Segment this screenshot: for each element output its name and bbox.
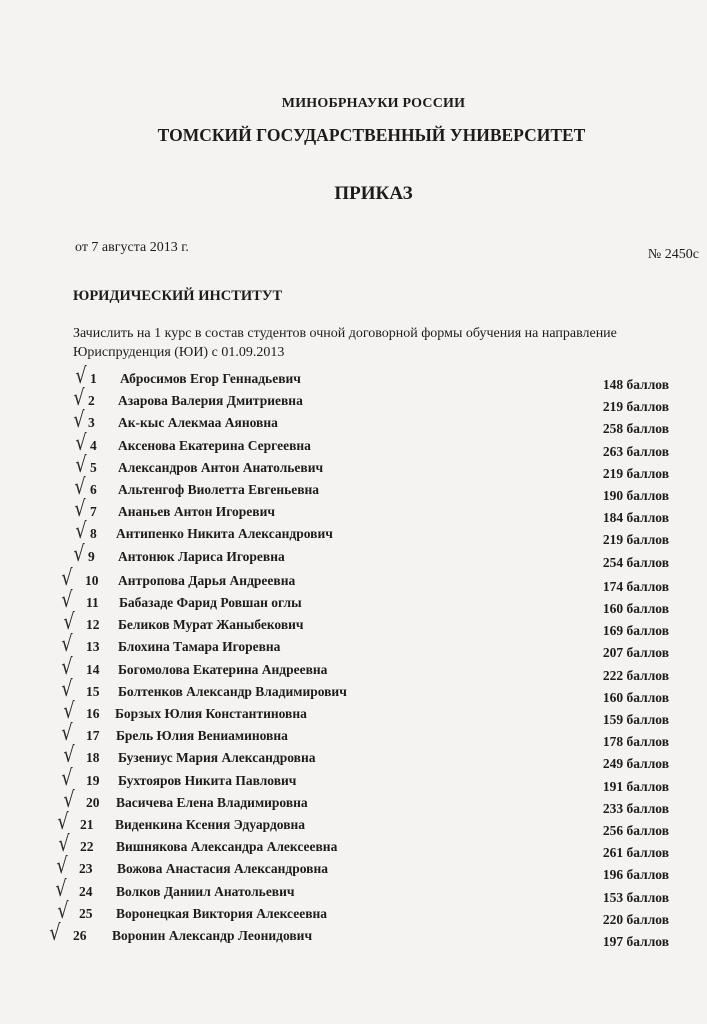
student-name: Воронецкая Виктория Алексеевна — [116, 905, 328, 921]
student-number: 24 — [79, 883, 93, 899]
student-row — [0, 699, 707, 727]
student-score: 219 баллов — [602, 399, 669, 415]
student-row — [0, 721, 707, 750]
student-row — [0, 921, 707, 949]
check-mark-icon: √ — [55, 876, 67, 902]
check-mark-icon: √ — [61, 654, 73, 680]
check-mark-icon: √ — [57, 810, 69, 835]
student-name: Борзых Юлия Константиновна — [115, 706, 307, 721]
student-number: 9 — [88, 548, 95, 564]
student-row — [0, 787, 707, 816]
student-number: 25 — [79, 905, 93, 921]
student-score: 219 баллов — [602, 532, 669, 548]
check-mark-icon: √ — [56, 854, 68, 880]
student-row — [0, 743, 707, 772]
student-number: 22 — [80, 839, 94, 855]
student-name: Ананьев Антон Игоревич — [118, 504, 275, 520]
student-score: 190 баллов — [602, 488, 669, 503]
order-number: № 2450с — [647, 247, 699, 262]
student-number: 13 — [86, 639, 100, 655]
check-mark-icon: √ — [61, 765, 73, 791]
student-row — [0, 810, 707, 838]
check-mark-icon: √ — [61, 721, 73, 747]
check-mark-icon: √ — [61, 565, 73, 591]
check-mark-icon: √ — [61, 588, 73, 613]
student-score: 196 баллов — [602, 867, 669, 883]
student-name: Альтенгоф Виолетта Евгеньевна — [118, 482, 320, 497]
student-row — [0, 386, 707, 415]
student-name: Антипенко Никита Александрович — [116, 526, 333, 542]
order-title: ПРИКАЗ — [334, 183, 413, 204]
student-row — [0, 676, 707, 705]
student-number: 7 — [90, 504, 97, 520]
student-score: 219 баллов — [602, 465, 669, 481]
student-score: 169 баллов — [602, 623, 669, 639]
institute-heading: ЮРИДИЧЕСКИЙ ИНСТИТУТ — [73, 288, 283, 304]
student-score: 191 баллов — [602, 778, 669, 794]
student-score: 220 баллов — [602, 911, 669, 927]
student-name: Бузениус Мария Александровна — [118, 750, 316, 766]
student-score: 178 баллов — [602, 734, 669, 750]
student-name: Антонюк Лариса Игоревна — [118, 548, 285, 564]
student-number: 8 — [90, 526, 97, 542]
student-row — [0, 541, 707, 570]
check-mark-icon: √ — [61, 676, 73, 702]
student-number: 6 — [90, 482, 97, 497]
student-name: Брель Юлия Вениаминовна — [116, 728, 288, 744]
check-mark-icon: √ — [73, 386, 85, 412]
student-row — [0, 475, 707, 503]
student-row — [0, 408, 707, 437]
check-mark-icon: √ — [75, 519, 87, 545]
student-name: Вишнякова Александра Алексеевна — [116, 839, 338, 855]
student-name: Блохина Тамара Игоревна — [118, 639, 281, 655]
student-row — [0, 898, 707, 927]
check-mark-icon: √ — [58, 832, 70, 858]
student-name: Вожова Анастасия Александровна — [117, 861, 328, 877]
student-name: Антропова Дарья Андреевна — [118, 572, 296, 588]
enrollment-statement — [73, 324, 683, 362]
student-score: 153 баллов — [602, 889, 669, 905]
student-number: 20 — [86, 794, 100, 810]
check-mark-icon: √ — [74, 497, 86, 523]
check-mark-icon: √ — [73, 408, 85, 434]
student-row — [0, 519, 707, 548]
check-mark-icon: √ — [75, 430, 87, 456]
student-score: 197 баллов — [602, 934, 669, 949]
student-number: 26 — [73, 928, 87, 943]
student-score: 261 баллов — [602, 845, 669, 861]
student-row — [0, 452, 707, 481]
student-name: Виденкина Ксения Эдуардовна — [115, 817, 306, 832]
student-name: Богомолова Екатерина Андреевна — [118, 661, 328, 677]
student-name: Васичева Елена Владимировна — [116, 794, 308, 810]
student-name: Болтенков Александр Владимирович — [118, 683, 347, 699]
student-number: 23 — [79, 861, 93, 877]
student-score: 258 баллов — [602, 421, 669, 437]
student-score: 249 баллов — [602, 756, 669, 772]
student-row — [0, 654, 707, 683]
university-heading: ТОМСКИЙ ГОСУДАРСТВЕННЫЙ УНИВЕРСИТЕТ — [157, 125, 586, 145]
student-name: Беликов Мурат Жаныбекович — [118, 617, 304, 633]
student-number: 11 — [86, 595, 99, 610]
student-number: 19 — [86, 772, 100, 788]
check-mark-icon: √ — [63, 787, 75, 813]
student-score: 207 баллов — [602, 645, 669, 661]
student-row — [0, 765, 707, 794]
student-number: 17 — [86, 728, 100, 744]
student-row — [0, 610, 707, 639]
student-score: 254 баллов — [602, 554, 669, 570]
check-mark-icon: √ — [49, 921, 61, 946]
student-score: 174 баллов — [602, 578, 669, 594]
student-number: 10 — [85, 572, 99, 588]
student-name: Азарова Валерия Дмитриевна — [118, 393, 303, 409]
student-score: 233 баллов — [602, 800, 669, 816]
student-name: Бабазаде Фарид Ровшан оглы — [119, 595, 302, 610]
student-row — [0, 430, 707, 459]
student-name: Аксенова Екатерина Сергеевна — [118, 437, 311, 453]
check-mark-icon: √ — [63, 743, 75, 769]
student-number: 12 — [86, 617, 100, 633]
student-row — [0, 364, 707, 392]
student-score: 148 баллов — [602, 377, 669, 392]
student-number: 2 — [88, 393, 95, 409]
student-number: 15 — [86, 683, 100, 699]
check-mark-icon: √ — [74, 475, 86, 500]
student-row — [0, 854, 707, 883]
student-row — [0, 588, 707, 616]
student-score: 222 баллов — [602, 667, 669, 683]
student-row — [0, 565, 707, 594]
student-score: 184 баллов — [602, 510, 669, 526]
student-row — [0, 632, 707, 661]
student-number: 3 — [88, 415, 95, 431]
student-name: Волков Даниил Анатольевич — [116, 883, 295, 899]
student-number: 14 — [86, 661, 100, 677]
check-mark-icon: √ — [63, 610, 75, 636]
student-name: Ак-кыс Алекмаа Аяновна — [118, 415, 278, 431]
student-score: 160 баллов — [602, 689, 669, 705]
student-row — [0, 497, 707, 526]
student-name: Бухтояров Никита Павлович — [118, 772, 297, 788]
student-row — [0, 876, 707, 905]
student-number: 21 — [80, 817, 94, 832]
student-number: 18 — [86, 750, 100, 766]
student-score: 256 баллов — [602, 823, 669, 838]
enrollment-line-1: Зачислить на 1 курс в состав студентов очной договорной формы обучения на направление — [73, 326, 617, 341]
student-number: 5 — [90, 459, 97, 475]
student-score: 263 баллов — [602, 443, 669, 459]
order-date: от 7 августа 2013 г. — [75, 240, 189, 255]
student-number: 4 — [90, 437, 97, 453]
check-mark-icon: √ — [63, 699, 75, 724]
student-name: Абросимов Егор Геннадьевич — [120, 371, 301, 386]
check-mark-icon: √ — [57, 898, 69, 924]
check-mark-icon: √ — [73, 541, 85, 567]
check-mark-icon: √ — [75, 364, 87, 389]
student-name: Воронин Александр Леонидович — [112, 928, 313, 943]
student-score: 160 баллов — [602, 601, 669, 616]
student-row — [0, 832, 707, 861]
student-number: 1 — [90, 371, 97, 386]
student-name: Александров Антон Анатольевич — [118, 459, 324, 475]
check-mark-icon: √ — [61, 632, 73, 658]
check-mark-icon: √ — [75, 452, 87, 478]
ministry-heading: МИНОБРНАУКИ РОССИИ — [281, 96, 466, 111]
enrollment-line-2: Юриспруденция (ЮИ) с 01.09.2013 — [73, 345, 285, 360]
student-score: 159 баллов — [602, 712, 669, 727]
student-number: 16 — [86, 706, 100, 721]
